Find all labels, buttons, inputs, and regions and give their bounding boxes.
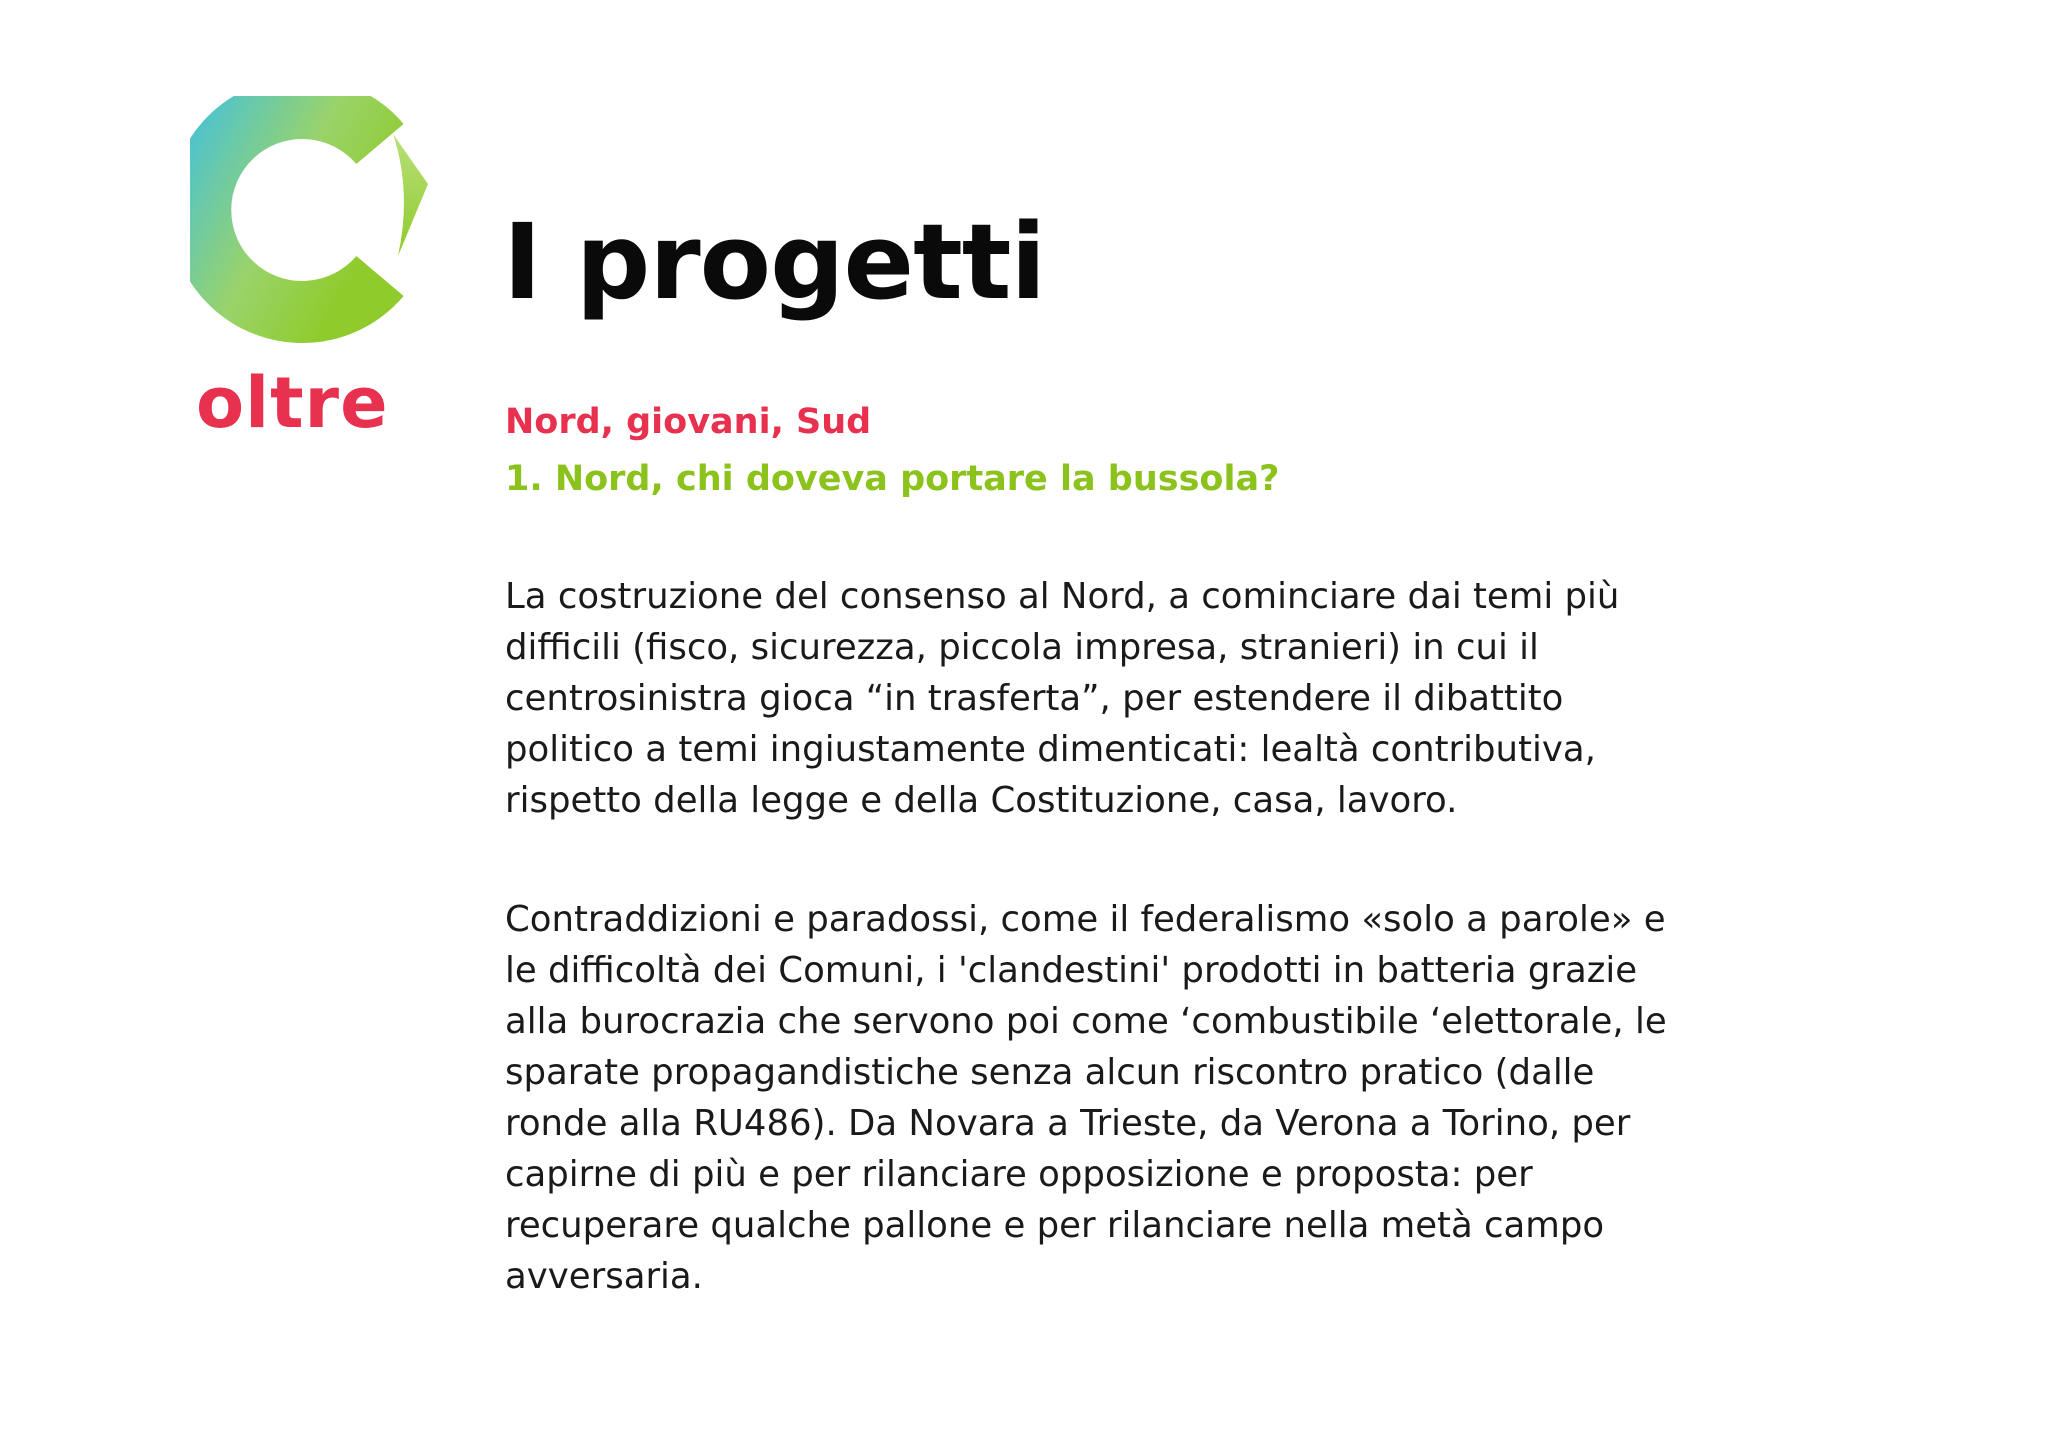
- paragraph-line: difficili (fisco, sicurezza, piccola impresa, stranieri) in cui il: [505, 627, 1539, 668]
- oltre-logo: [190, 96, 440, 444]
- paragraph-line: rispetto della legge e della Costituzione, casa, lavoro.: [505, 780, 1458, 821]
- oltre-ring-icon: [190, 96, 440, 361]
- paragraph-line: centrosinistra gioca “in trasferta”, per estendere il dibattito: [505, 678, 1564, 719]
- logo-wordmark: oltre: [196, 362, 389, 444]
- section-category: Nord, giovani, Sud: [505, 402, 872, 442]
- paragraph-line: capirne di più e per rilanciare opposizione e proposta: per: [505, 1154, 1533, 1195]
- paragraph-line: sparate propagandistiche senza alcun riscontro pratico (dalle: [505, 1052, 1595, 1093]
- paragraph-line: le difficoltà dei Comuni, i 'clandestini' prodotti in batteria grazie: [505, 950, 1638, 991]
- paragraph-line: recuperare qualche pallone e per rilanciare nella metà campo: [505, 1205, 1605, 1246]
- paragraph-line: politico a temi ingiustamente dimenticati: lealtà contributiva,: [505, 729, 1596, 770]
- body-paragraph-2: [505, 894, 1905, 1302]
- body-paragraph-1: [505, 571, 1905, 826]
- paragraph-line: La costruzione del consenso al Nord, a cominciare dai temi più: [505, 576, 1620, 617]
- section-heading: 1. Nord, chi doveva portare la bussola?: [505, 459, 1280, 499]
- paragraph-line: avversaria.: [505, 1256, 703, 1297]
- paragraph-line: alla burocrazia che servono poi come ‘combustibile ‘elettorale, le: [505, 1001, 1667, 1042]
- page-title: I progetti: [503, 201, 1046, 323]
- paragraph-line: ronde alla RU486). Da Novara a Trieste, da Verona a Torino, per: [505, 1103, 1631, 1144]
- paragraph-line: Contraddizioni e paradossi, come il federalismo «solo a parole» e: [505, 899, 1666, 940]
